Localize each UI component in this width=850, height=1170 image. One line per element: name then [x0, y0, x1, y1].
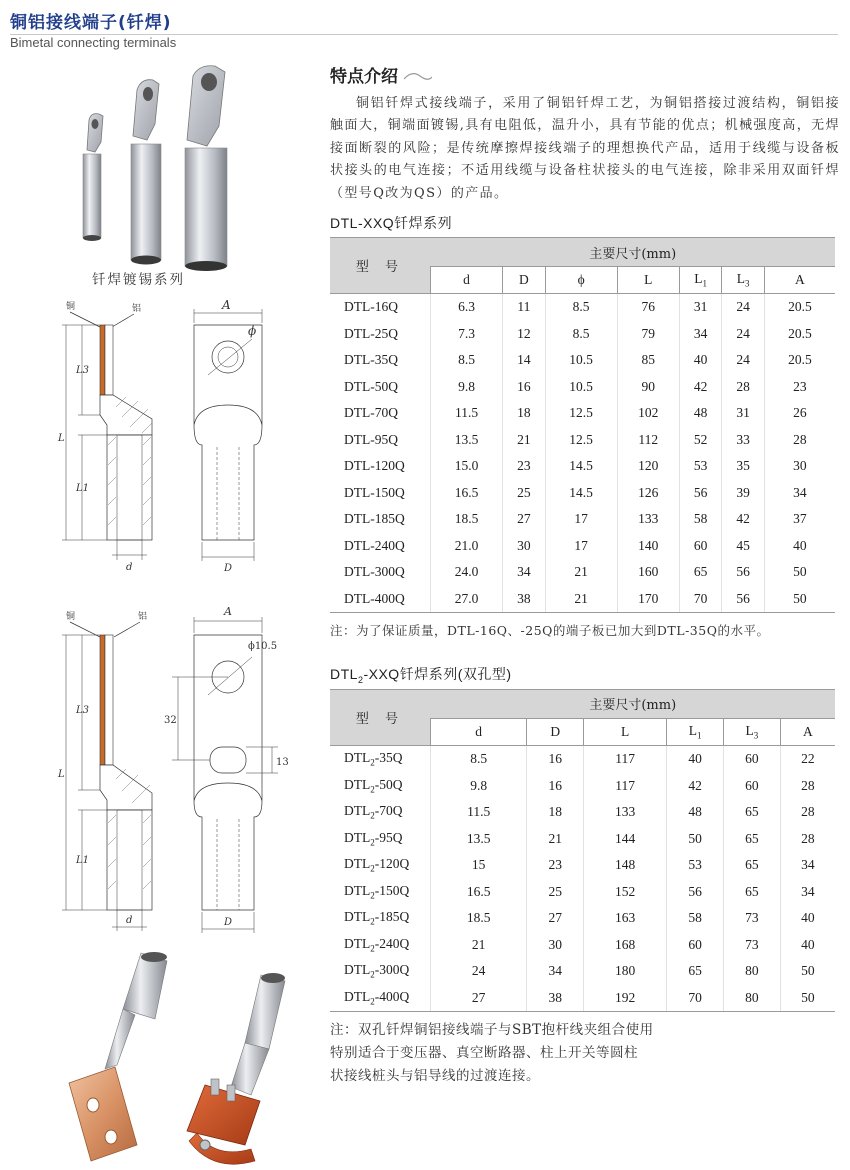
table-row: [330, 931, 835, 958]
value-cell: 16.5: [431, 878, 527, 905]
value-cell: 37: [764, 506, 835, 533]
value-cell: 24.0: [431, 559, 503, 586]
model-cell: DTL-95Q: [344, 431, 398, 447]
value-cell: 126: [617, 480, 679, 507]
value-cell: 23: [764, 374, 835, 401]
value-cell: 65: [723, 852, 780, 879]
value-cell: 31: [722, 400, 764, 427]
column-header: A: [764, 267, 835, 294]
value-cell: 34: [764, 480, 835, 507]
value-cell: 192: [584, 984, 667, 1011]
column-header: D: [503, 267, 545, 294]
features-heading-text: 特点介绍: [330, 67, 398, 87]
value-cell: 25: [527, 878, 584, 905]
model-cell: $DTL_2-120Q$: [344, 856, 410, 874]
model-cell: $DTL_2-300Q$: [344, 962, 410, 980]
value-cell: 42: [667, 772, 724, 799]
value-cell: 40: [780, 905, 835, 932]
value-cell: 11.5: [431, 400, 503, 427]
value-cell: 16.5: [431, 480, 503, 507]
value-cell: 6.3: [431, 294, 503, 321]
value-cell: 9.8: [431, 772, 527, 799]
spec-table-double-hole: [330, 689, 835, 1012]
value-cell: 40: [667, 745, 724, 772]
value-cell: 80: [723, 984, 780, 1011]
model-cell: $DTL_2-150Q$: [344, 882, 410, 901]
value-cell: 40: [679, 347, 721, 374]
value-cell: 14.5: [545, 453, 617, 480]
value-cell: 70: [679, 586, 721, 613]
value-cell: 40: [764, 533, 835, 560]
value-cell: 13.5: [431, 427, 503, 454]
value-cell: 21.0: [431, 533, 503, 560]
column-header: L: [617, 267, 679, 294]
value-cell: 23: [527, 852, 584, 879]
value-cell: 65: [679, 559, 721, 586]
dim-L3: L3: [76, 365, 90, 376]
value-cell: 25: [503, 480, 545, 507]
value-cell: 39: [722, 480, 764, 507]
value-cell: 23: [503, 453, 545, 480]
model-cell: DTL-400Q: [330, 586, 431, 613]
value-cell: 34: [503, 559, 545, 586]
value-cell: 21: [431, 931, 527, 958]
value-cell: 38: [503, 586, 545, 613]
value-cell: 56: [679, 480, 721, 507]
value-cell: 16: [527, 772, 584, 799]
value-cell: 16: [503, 374, 545, 401]
table1-note: 注：为了保证质量，DTL-16Q、-25Q的端子板已加大到DTL-35Q的水平。: [330, 623, 770, 639]
table-row: [330, 905, 835, 932]
value-cell: 27: [503, 506, 545, 533]
value-cell: 8.5: [431, 347, 503, 374]
model-header: 型 号: [330, 689, 431, 745]
note-line: 注：双孔钎焊铜铝接线端子与SBT抱杆线夹组合使用: [330, 1021, 654, 1038]
value-cell: 73: [723, 905, 780, 932]
value-cell: 168: [584, 931, 667, 958]
value-cell: 117: [584, 772, 667, 799]
table-row: [330, 480, 835, 507]
column-header: d: [431, 267, 503, 294]
dim-L3: L3: [76, 705, 90, 716]
dim-A: A: [224, 605, 232, 618]
value-cell: 14: [503, 347, 545, 374]
value-cell: 30: [503, 533, 545, 560]
dim-L: L: [58, 769, 65, 780]
value-cell: 60: [723, 772, 780, 799]
value-cell: 163: [584, 905, 667, 932]
value-cell: 18.5: [431, 905, 527, 932]
table-row: [330, 374, 835, 401]
value-cell: 160: [617, 559, 679, 586]
table-row: [330, 533, 835, 560]
dim-D: D: [224, 563, 233, 574]
value-cell: 22: [780, 745, 835, 772]
value-cell: 90: [617, 374, 679, 401]
value-cell: 28: [722, 374, 764, 401]
value-cell: 133: [584, 799, 667, 826]
value-cell: 117: [584, 745, 667, 772]
value-cell: 21: [527, 825, 584, 852]
table-row: [330, 506, 835, 533]
value-cell: 24: [431, 958, 527, 985]
value-cell: 34: [679, 321, 721, 348]
value-cell: 11.5: [431, 799, 527, 826]
value-cell: 50: [780, 984, 835, 1011]
value-cell: 10.5: [545, 347, 617, 374]
dimension-drawing-single-hole: [52, 295, 317, 580]
value-cell: 73: [723, 931, 780, 958]
value-cell: 38: [527, 984, 584, 1011]
table-row: [330, 825, 835, 852]
value-cell: 102: [617, 400, 679, 427]
value-cell: 11: [503, 294, 545, 321]
dim-d: d: [126, 562, 133, 573]
table-row: [330, 427, 835, 454]
model-cell: DTL-50Q: [344, 378, 398, 394]
value-cell: 56: [667, 878, 724, 905]
column-header: D: [527, 718, 584, 745]
value-cell: 13.5: [431, 825, 527, 852]
dimensions-group-header: 主要尺寸(mm): [431, 689, 836, 718]
value-cell: 18: [527, 799, 584, 826]
column-header: ϕ: [545, 267, 617, 294]
value-cell: 50: [667, 825, 724, 852]
column-header: L: [584, 718, 667, 745]
value-cell: 65: [667, 958, 724, 985]
value-cell: 30: [527, 931, 584, 958]
features-section-heading: [330, 62, 840, 87]
value-cell: 180: [584, 958, 667, 985]
value-cell: 85: [617, 347, 679, 374]
value-cell: 35: [722, 453, 764, 480]
value-cell: 8.5: [545, 321, 617, 348]
value-cell: 34: [780, 852, 835, 879]
label-aluminum: 铝: [132, 304, 142, 314]
value-cell: 112: [617, 427, 679, 454]
value-cell: 10.5: [545, 374, 617, 401]
value-cell: 148: [584, 852, 667, 879]
value-cell: 152: [584, 878, 667, 905]
value-cell: 15.0: [431, 453, 503, 480]
spec-table-single-hole: [330, 237, 835, 613]
value-cell: 17: [545, 506, 617, 533]
table2-title: $DTL_2$-XXQ钎焊系列(双孔型): [330, 666, 512, 685]
value-cell: 170: [617, 586, 679, 613]
value-cell: 140: [617, 533, 679, 560]
model-cell: $DTL_2-240Q$: [344, 935, 410, 954]
column-header: $L_3$: [722, 267, 764, 294]
value-cell: 28: [764, 427, 835, 454]
value-cell: 27: [431, 984, 527, 1011]
value-cell: 31: [679, 294, 721, 321]
label-copper: 铜: [66, 302, 76, 312]
table-row: [330, 799, 835, 826]
value-cell: 26: [764, 400, 835, 427]
value-cell: 30: [764, 453, 835, 480]
model-cell: DTL-70Q: [344, 405, 398, 421]
value-cell: 65: [723, 878, 780, 905]
model-cell: DTL-150Q: [344, 484, 405, 500]
value-cell: 53: [679, 453, 721, 480]
page-title: 铜铝接线端子(钎焊): [10, 13, 172, 33]
value-cell: 144: [584, 825, 667, 852]
value-cell: 40: [780, 931, 835, 958]
dim-phi: ϕ10.5: [248, 641, 278, 652]
header-divider: [10, 34, 838, 35]
page-subtitle: Bimetal connecting terminals: [10, 35, 177, 50]
model-cell: DTL-35Q: [344, 352, 398, 368]
value-cell: 21: [545, 586, 617, 613]
value-cell: 45: [722, 533, 764, 560]
dimensions-group-header: 主要尺寸(mm): [431, 238, 836, 267]
value-cell: 56: [722, 586, 764, 613]
value-cell: 48: [679, 400, 721, 427]
value-cell: 9.8: [431, 374, 503, 401]
table-row: [330, 745, 835, 772]
value-cell: 16: [527, 745, 584, 772]
table-row: [330, 958, 835, 985]
value-cell: 8.5: [431, 745, 527, 772]
table-row: [330, 453, 835, 480]
value-cell: 12.5: [545, 400, 617, 427]
left-column: [0, 40, 325, 1170]
value-cell: 21: [503, 427, 545, 454]
dim-13: 13: [276, 757, 289, 768]
model-cell: $DTL_2-95Q$: [344, 829, 403, 848]
value-cell: 20.5: [764, 294, 835, 321]
value-cell: 8.5: [545, 294, 617, 321]
dim-D: D: [224, 917, 233, 928]
value-cell: 28: [780, 825, 835, 852]
label-copper: 铜: [66, 612, 76, 622]
value-cell: 17: [545, 533, 617, 560]
value-cell: 34: [527, 958, 584, 985]
value-cell: 7.3: [431, 321, 503, 348]
value-cell: 20.5: [764, 347, 835, 374]
model-cell: $DTL_2-400Q$: [330, 984, 431, 1011]
swoosh-icon: [402, 67, 432, 83]
model-cell: DTL-185Q: [344, 511, 405, 527]
model-cell: DTL-240Q: [344, 537, 405, 553]
value-cell: 70: [667, 984, 724, 1011]
product-photo-tinned-terminals: [75, 62, 260, 272]
value-cell: 42: [722, 506, 764, 533]
table-row: [330, 321, 835, 348]
model-cell: DTL-300Q: [344, 564, 405, 580]
photo-caption: 钎焊镀锡系列: [92, 272, 185, 288]
value-cell: 133: [617, 506, 679, 533]
table-row: [330, 586, 835, 613]
value-cell: 50: [764, 586, 835, 613]
value-cell: 42: [679, 374, 721, 401]
dim-L1: L1: [76, 483, 90, 494]
model-cell: $DTL_2-70Q$: [344, 803, 403, 821]
features-paragraph: 铜铝钎焊式接线端子，采用了铜铝钎焊工艺，为铜铝搭接过渡结构，铜铝接触面大，铜端面镀锡,具有电阻低，温升小，具有节能的优点；机械强度高，无焊接面断裂的风险；是传统摩擦焊接线端子的理想换代产品，适用于线缆与设备板状接头的电气连接；不适用线缆与设备柱状接头的电气连接，除非采用双面钎焊（型号Q改为QS）的产品。: [330, 96, 840, 201]
model-header: 型 号: [330, 238, 431, 294]
dim-phi: ϕ: [248, 324, 257, 338]
model-cell: $DTL_2-50Q$: [344, 776, 403, 795]
model-cell: DTL-16Q: [344, 299, 398, 315]
value-cell: 60: [667, 931, 724, 958]
value-cell: 27.0: [431, 586, 503, 613]
column-header: d: [431, 718, 527, 745]
value-cell: 24: [722, 294, 764, 321]
model-cell: $DTL_2-185Q$: [344, 909, 410, 927]
label-aluminum: 铝: [138, 612, 148, 622]
model-cell: DTL-25Q: [344, 325, 398, 341]
dim-32: 32: [164, 715, 177, 726]
column-header: A: [780, 718, 835, 745]
column-header: $L_3$: [723, 718, 780, 745]
value-cell: 50: [764, 559, 835, 586]
value-cell: 18.5: [431, 506, 503, 533]
value-cell: 58: [679, 506, 721, 533]
value-cell: 120: [617, 453, 679, 480]
table-row: [330, 878, 835, 905]
value-cell: 65: [723, 799, 780, 826]
column-header: $L_1$: [679, 267, 721, 294]
value-cell: 28: [780, 799, 835, 826]
value-cell: 12: [503, 321, 545, 348]
value-cell: 79: [617, 321, 679, 348]
value-cell: 48: [667, 799, 724, 826]
value-cell: 33: [722, 427, 764, 454]
value-cell: 76: [617, 294, 679, 321]
value-cell: 18: [503, 400, 545, 427]
value-cell: 53: [667, 852, 724, 879]
value-cell: 80: [723, 958, 780, 985]
table2-note: [330, 1019, 840, 1088]
table-row: [330, 294, 835, 321]
value-cell: 20.5: [764, 321, 835, 348]
value-cell: 24: [722, 347, 764, 374]
note-line: 特别适合于变压器、真空断路器、柱上开关等圆柱: [330, 1044, 638, 1061]
value-cell: 15: [431, 852, 527, 879]
value-cell: 27: [527, 905, 584, 932]
model-cell: DTL-120Q: [344, 458, 405, 474]
table-row: [330, 984, 835, 1011]
right-column: [330, 62, 840, 1088]
value-cell: 60: [723, 745, 780, 772]
note-line: 状接线桩头与铝导线的过渡连接。: [330, 1067, 540, 1084]
value-cell: 28: [780, 772, 835, 799]
value-cell: 58: [667, 905, 724, 932]
table-row: [330, 772, 835, 799]
value-cell: 56: [722, 559, 764, 586]
dim-L: L: [58, 433, 65, 444]
dim-L1: L1: [76, 855, 90, 866]
value-cell: 60: [679, 533, 721, 560]
table-row: [330, 559, 835, 586]
value-cell: 50: [780, 958, 835, 985]
value-cell: 14.5: [545, 480, 617, 507]
dimension-drawing-double-hole: [52, 605, 317, 935]
table1-title: DTL-XXQ钎焊系列: [330, 215, 453, 232]
value-cell: 21: [545, 559, 617, 586]
model-cell: $DTL_2-35Q$: [344, 750, 403, 768]
table-row: [330, 400, 835, 427]
table-row: [330, 852, 835, 879]
value-cell: 24: [722, 321, 764, 348]
value-cell: 52: [679, 427, 721, 454]
value-cell: 12.5: [545, 427, 617, 454]
product-photo-double-hole-terminals: [55, 945, 320, 1170]
dim-d: d: [126, 915, 133, 926]
column-header: $L_1$: [667, 718, 724, 745]
table-row: [330, 347, 835, 374]
value-cell: 34: [780, 878, 835, 905]
value-cell: 65: [723, 825, 780, 852]
dim-A: A: [222, 298, 231, 312]
